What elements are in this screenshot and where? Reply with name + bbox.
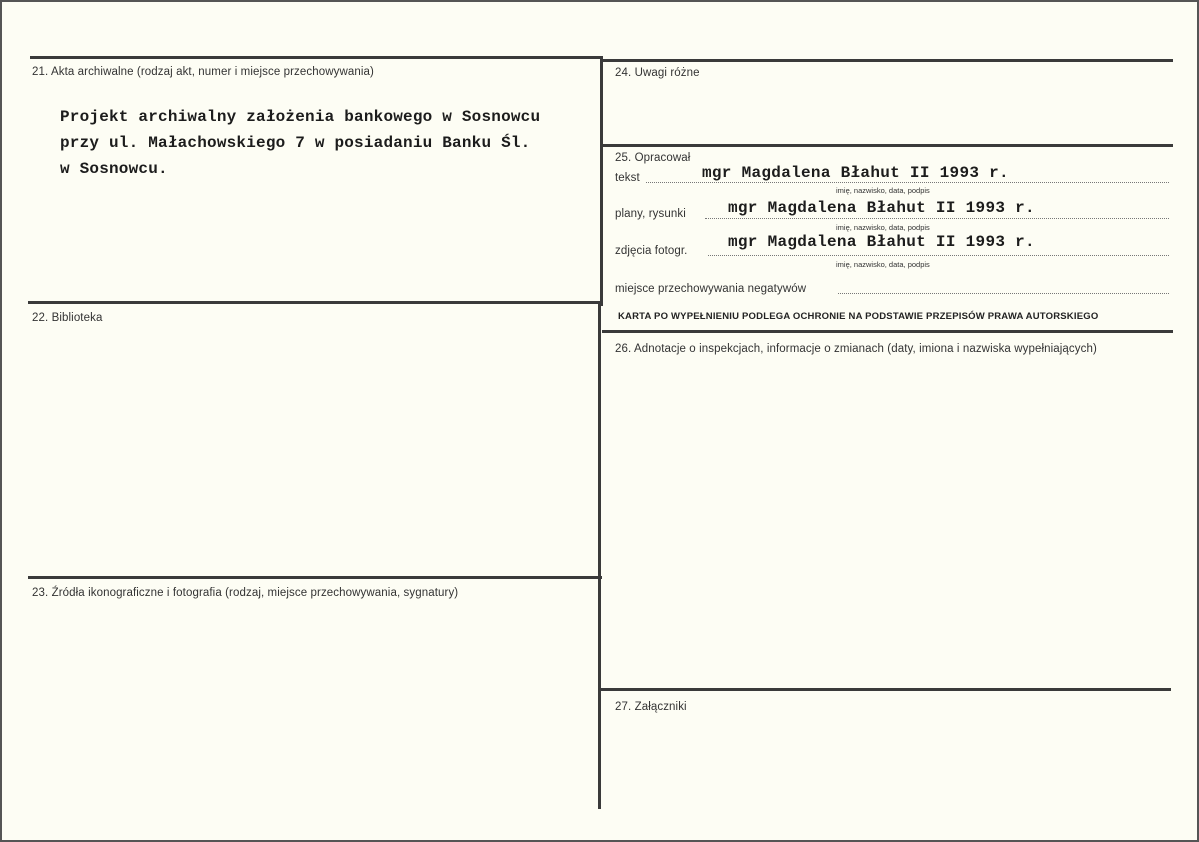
typed-line: w Sosnowcu. — [60, 160, 168, 178]
zdjecia-caption: imię, nazwisko, data, podpis — [836, 260, 930, 269]
divider-left-22-23 — [28, 576, 602, 579]
divider-center-vertical-top — [600, 56, 603, 306]
copyright-notice: KARTA PO WYPEŁNIENIU PODLEGA OCHRONIE NA PODSTAWIE PRZEPISÓW PRAWA AUTORSKIEGO — [618, 311, 1099, 322]
tekst-value: mgr Magdalena Błahut II 1993 r. — [702, 164, 1009, 182]
section-21-typed-text — [60, 104, 540, 182]
negatywy-dotted-line — [838, 293, 1169, 294]
typed-line: przy ul. Małachowskiego 7 w posiadaniu Banku Śl. — [60, 134, 531, 152]
section-24-label: 24. Uwagi różne — [615, 67, 700, 79]
plany-value: mgr Magdalena Błahut II 1993 r. — [728, 199, 1035, 217]
tekst-caption: imię, nazwisko, data, podpis — [836, 186, 930, 195]
divider-top-left — [30, 56, 602, 59]
divider-right-25-26 — [602, 330, 1173, 333]
tekst-label: tekst — [615, 172, 640, 184]
divider-right-24-25 — [602, 144, 1173, 147]
zdjecia-dotted-line — [708, 255, 1169, 256]
section-25-label: 25. Opracował — [615, 152, 691, 164]
typed-line: Projekt archiwalny założenia bankowego w Sosnowcu — [60, 108, 541, 126]
section-21-label: 21. Akta archiwalne (rodzaj akt, numer i miejsce przechowywania) — [32, 66, 374, 78]
zdjecia-value: mgr Magdalena Błahut II 1993 r. — [728, 233, 1035, 251]
plany-caption: imię, nazwisko, data, podpis — [836, 223, 930, 232]
divider-left-21-22 — [28, 301, 602, 304]
zdjecia-label: zdjęcia fotogr. — [615, 245, 688, 257]
tekst-dotted-line — [646, 182, 1169, 183]
plany-label: plany, rysunki — [615, 208, 686, 220]
section-27-label: 27. Załączniki — [615, 701, 687, 713]
divider-top-right — [602, 59, 1173, 62]
section-23-label: 23. Źródła ikonograficzne i fotografia (rodzaj, miejsce przechowywania, sygnatury) — [32, 587, 459, 599]
section-22-label: 22. Biblioteka — [32, 312, 103, 324]
plany-dotted-line — [705, 218, 1169, 219]
divider-center-vertical-bottom — [598, 303, 601, 809]
negatywy-label: miejsce przechowywania negatywów — [615, 283, 807, 295]
section-26-label: 26. Adnotacje o inspekcjach, informacje o zmianach (daty, imiona i nazwiska wypełniających) — [615, 343, 1097, 355]
divider-right-26-27 — [600, 688, 1171, 691]
